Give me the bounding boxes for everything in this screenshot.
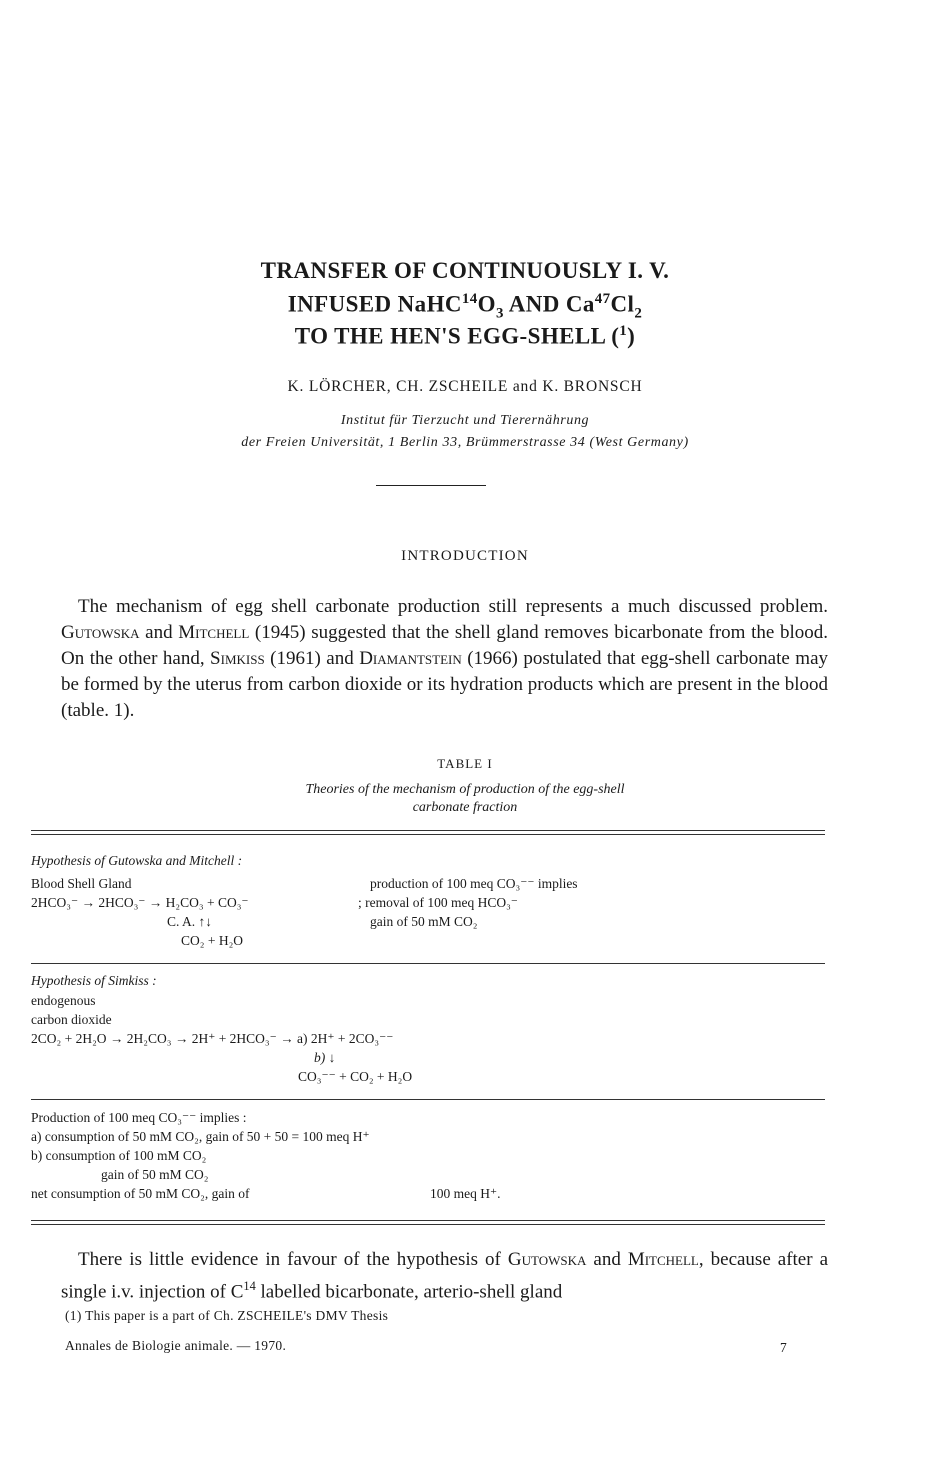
hypothesis-1-carbonic-anhydrase: C. A. ↑↓ [167,914,213,929]
table-rule-2 [31,1099,825,1100]
hypothesis-2-branch-b: b) ↓ [314,1050,336,1065]
paper-title-line-2: INFUSED $NaHC^{14}O_3$ AND $Ca^{47}Cl_2$ [287,291,643,322]
paper-title-line-3: TO THE HEN'S EGG-SHELL ($^1$) [294,323,636,349]
hypothesis-1-result-line-1: production of 100 meq CO₃⁻⁻ implies [370,876,578,891]
affiliation-line-1: Institut für Tierzucht und Tierernährung [340,413,590,428]
production-line-2: a) consumption of 50 mM CO₂, gain of 50 + 50 = 100 meq H⁺ [31,1129,370,1144]
hypothesis-2-line-1: endogenous [31,993,96,1008]
hypothesis-1-header: Blood Shell Gland [31,876,132,891]
hypothesis-1-co2-water: CO₂ + H₂O [181,933,244,948]
table-rule-1 [31,963,825,964]
hypothesis-2-title: Hypothesis of Simkiss : [31,973,157,988]
production-line-3: b) consumption of 100 mM CO₂ [31,1148,207,1163]
table-bottom-rule [31,1220,825,1225]
hypothesis-1-result-line-2: ; removal of 100 meq HCO₃⁻ [358,895,518,910]
title-separator-rule [376,485,486,486]
hypothesis-1-equation: 2HCO₃⁻ → 2HCO₃⁻ → H₂CO₃ + CO₃⁻ [31,895,249,910]
intro-paragraph: The mechanism of egg shell carbonate production still represents a much discussed problem. Gutowska and Mitchell (1945) suggested that the shell gland removes bicarbonate from the blood. On the other hand, Simkiss (1961) and Diamantstein (1966) postulated that egg-shell carbonate may be formed by the uterus from carbon dioxide or its hydration products which are present in the blood (table. 1). [61,596,829,721]
production-line-4: gain of 50 mM CO₂ [101,1167,209,1182]
table-caption: TABLE I [437,756,493,771]
production-line-1: Production of 100 meq CO₃⁻⁻ implies : [31,1110,247,1125]
table-subtitle-line-1: Theories of the mechanism of production of the egg-shell [305,782,625,797]
authors: K. LÖRCHER, CH. ZSCHEILE and K. BRONSCH [287,378,643,395]
section-heading-introduction: INTRODUCTION [401,548,529,564]
table-subtitle-line-2: carbonate fraction [412,800,518,815]
production-line-5: net consumption of 50 mM CO₂, gain of [31,1186,250,1201]
hypothesis-2-line-2: carbon dioxide [31,1012,112,1027]
hypothesis-2-products: CO₃⁻⁻ + CO₂ + H₂O [298,1069,413,1084]
table-top-rule [31,830,825,835]
affiliation-line-2: der Freien Universität, 1 Berlin 33, Brümmerstrasse 34 (West Germany) [241,435,689,450]
footnote: (1) This paper is a part of Ch. ZSCHEILE's DMV Thesis [65,1308,389,1323]
hypothesis-2-equation: 2CO₂ + 2H₂O → 2H₂CO₃ → 2H⁺ + 2HCO₃⁻ → a) 2H⁺ + 2CO₃⁻⁻ [31,1031,394,1046]
hypothesis-1-title: Hypothesis of Gutowska and Mitchell : [31,853,243,868]
paper-title-line-1: TRANSFER OF CONTINUOUSLY I. V. [260,258,670,283]
page-number: 7 [780,1340,788,1355]
second-paragraph: There is little evidence in favour of the hypothesis of Gutowska and Mitchell, because after a single i.v. injection of $C^{14}$ labelled bicarbonate, arterio-shell gland [61,1249,829,1303]
hypothesis-1-result-line-3: gain of 50 mM CO₂ [370,914,478,929]
journal-citation: Annales de Biologie animale. — 1970. [65,1338,287,1353]
production-line-5-result: 100 meq H⁺. [430,1186,501,1201]
